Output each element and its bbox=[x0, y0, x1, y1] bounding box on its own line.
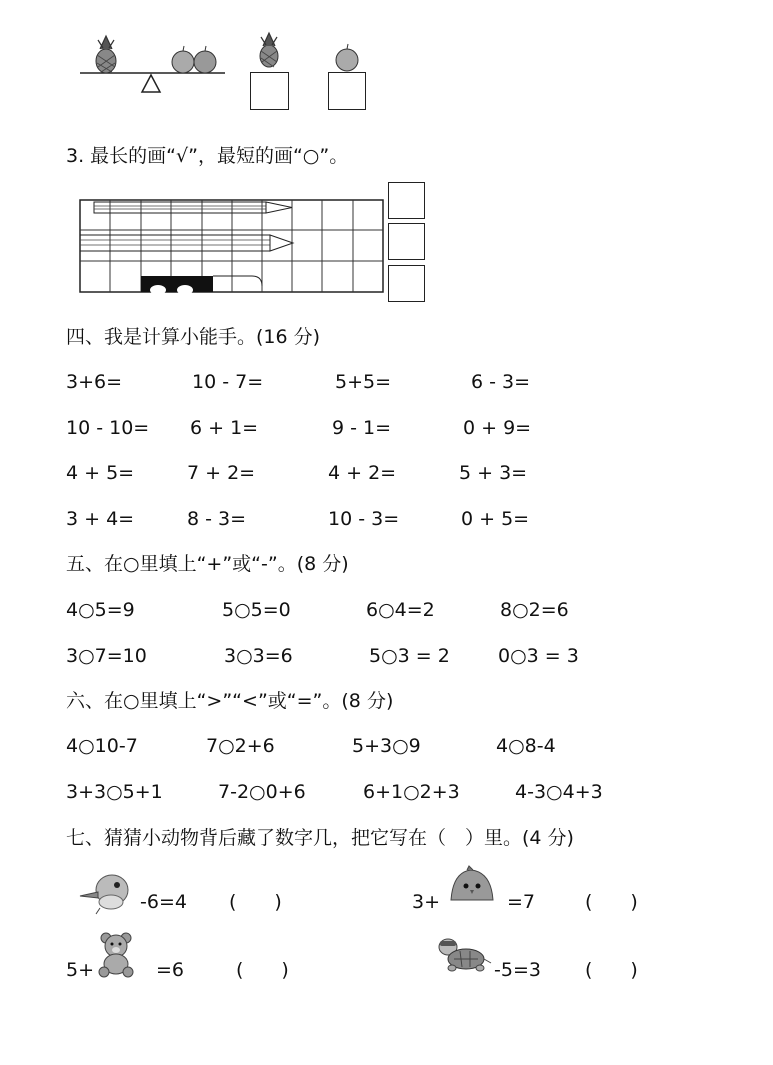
math-problem: 7-2○0+6 bbox=[218, 781, 306, 803]
math-problem: 3+3○5+1 bbox=[66, 781, 163, 803]
math-problem: 3○7=10 bbox=[66, 645, 147, 667]
math-problem: 4 + 5= bbox=[66, 462, 135, 484]
equation-text: 5+ bbox=[66, 959, 95, 981]
pineapple-icon bbox=[96, 36, 116, 73]
turtle-icon bbox=[436, 937, 492, 973]
pineapple-icon bbox=[260, 33, 278, 67]
math-problem: 6○4=2 bbox=[366, 599, 435, 621]
math-problem: 5○5=0 bbox=[222, 599, 291, 621]
math-problem: 3+6= bbox=[66, 371, 123, 393]
math-problem: 0 + 9= bbox=[463, 417, 532, 439]
math-problem: 4○8-4 bbox=[496, 735, 556, 757]
math-problem: 4○5=9 bbox=[66, 599, 135, 621]
math-problem: 8○2=6 bbox=[500, 599, 569, 621]
math-problem: 9 - 1= bbox=[332, 417, 392, 439]
math-problem: 4○10-7 bbox=[66, 735, 138, 757]
math-problem: 5+5= bbox=[335, 371, 392, 393]
question-3-title: 3. 最长的画“√”，最短的画“○”。 bbox=[66, 145, 349, 167]
equation-text: -5=3 bbox=[494, 959, 541, 981]
answer-box[interactable] bbox=[388, 223, 425, 260]
answer-box[interactable] bbox=[250, 72, 289, 110]
equation-text: =7 bbox=[507, 891, 536, 913]
equation-text: 3+ bbox=[412, 891, 441, 913]
math-problem: 10 - 10= bbox=[66, 417, 150, 439]
math-problem: 10 - 7= bbox=[192, 371, 264, 393]
answer-box[interactable] bbox=[328, 72, 366, 110]
math-problem: 6 - 3= bbox=[471, 371, 531, 393]
apple-icon bbox=[336, 44, 358, 71]
math-problem: 7 + 2= bbox=[187, 462, 256, 484]
equation-text: =6 bbox=[156, 959, 185, 981]
math-problem: 5 + 3= bbox=[459, 462, 528, 484]
math-problem: 3○3=6 bbox=[224, 645, 293, 667]
chick-icon bbox=[447, 866, 497, 906]
answer-parentheses[interactable]: ( ) bbox=[229, 891, 282, 913]
answer-box[interactable] bbox=[388, 265, 425, 302]
pencil-length-grid bbox=[0, 190, 773, 310]
answer-parentheses[interactable]: ( ) bbox=[585, 959, 638, 981]
math-problem: 0 + 5= bbox=[461, 508, 530, 530]
teddy-bear-icon bbox=[97, 932, 137, 977]
math-problem: 3 + 4= bbox=[66, 508, 135, 530]
answer-box[interactable] bbox=[388, 182, 425, 219]
equation-text: -6=4 bbox=[140, 891, 187, 913]
bird-icon bbox=[78, 870, 138, 915]
balance-scale-illustration bbox=[0, 0, 773, 120]
section-7-title: 七、猜猜小动物背后藏了数字几，把它写在（ ）里。(4 分) bbox=[66, 827, 574, 849]
math-problem: 4-3○4+3 bbox=[515, 781, 603, 803]
math-problem: 6+1○2+3 bbox=[363, 781, 460, 803]
answer-parentheses[interactable]: ( ) bbox=[585, 891, 638, 913]
math-problem: 8 - 3= bbox=[187, 508, 247, 530]
math-problem: 5○3 = 2 bbox=[369, 645, 450, 667]
section-5-title: 五、在○里填上“+”或“-”。(8 分) bbox=[66, 553, 349, 575]
answer-parentheses[interactable]: ( ) bbox=[236, 959, 289, 981]
math-problem: 5+3○9 bbox=[352, 735, 421, 757]
math-problem: 7○2+6 bbox=[206, 735, 275, 757]
math-problem: 4 + 2= bbox=[328, 462, 397, 484]
apple-icon bbox=[172, 46, 194, 73]
section-4-title: 四、我是计算小能手。(16 分) bbox=[66, 326, 321, 348]
apple-icon bbox=[194, 46, 216, 73]
math-problem: 6 + 1= bbox=[190, 417, 259, 439]
math-problem: 10 - 3= bbox=[328, 508, 400, 530]
section-6-title: 六、在○里填上“>”“<”或“=”。(8 分) bbox=[66, 690, 394, 712]
math-problem: 0○3 = 3 bbox=[498, 645, 579, 667]
